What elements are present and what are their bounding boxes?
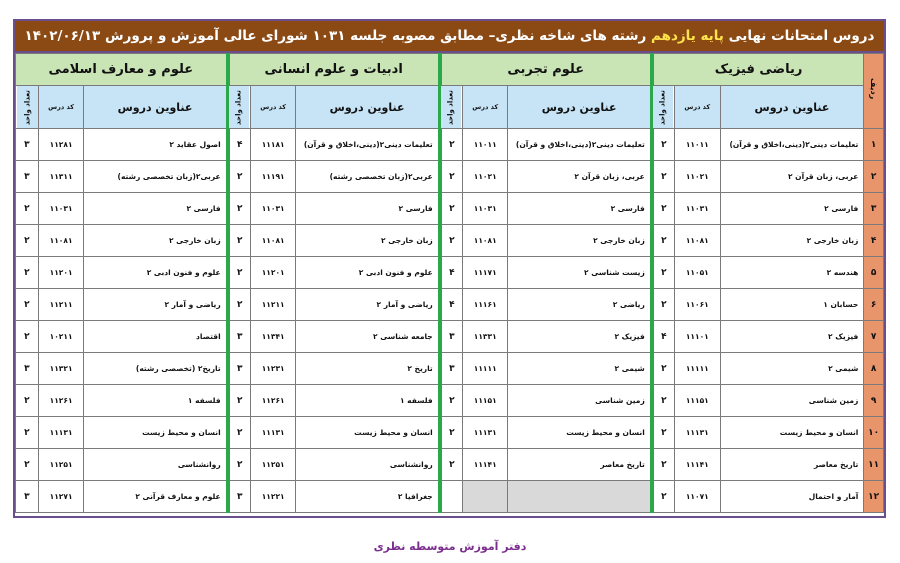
course-name: فلسفه ۱ bbox=[296, 385, 440, 417]
course-name: فارسی ۲ bbox=[508, 193, 652, 225]
table-row bbox=[16, 449, 884, 481]
course-code: ۱۱۱۶۱ bbox=[462, 289, 508, 321]
course-code: ۱۱۱۳۱ bbox=[462, 417, 508, 449]
course-units: ۲ bbox=[16, 257, 39, 289]
course-code: ۱۱۱۳۱ bbox=[250, 417, 296, 449]
course-units: ۲ bbox=[652, 353, 675, 385]
group-header-2: ادبیات و علوم انسانی bbox=[228, 54, 440, 86]
course-code: ۱۱۲۲۱ bbox=[250, 481, 296, 513]
course-code: ۱۱۰۱۱ bbox=[675, 129, 721, 161]
course-units: ۲ bbox=[440, 129, 463, 161]
course-units: ۲ bbox=[652, 161, 675, 193]
group-header-3: علوم و معارف اسلامی bbox=[16, 54, 228, 86]
course-units: ۴ bbox=[440, 257, 463, 289]
course-code: ۱۱۲۳۱ bbox=[250, 353, 296, 385]
course-units: ۲ bbox=[440, 385, 463, 417]
table-row bbox=[16, 353, 884, 385]
course-units: ۳ bbox=[228, 353, 251, 385]
course-name: انسان و محیط زیست bbox=[84, 417, 228, 449]
subheader-units: تعداد واحد bbox=[228, 86, 251, 129]
table-row bbox=[16, 129, 884, 161]
course-units: ۲ bbox=[16, 385, 39, 417]
course-units: ۲ bbox=[16, 417, 39, 449]
courses-table bbox=[15, 53, 884, 513]
course-name: علوم و معارف قرآنی ۲ bbox=[84, 481, 228, 513]
course-units: ۲ bbox=[228, 161, 251, 193]
course-units: ۲ bbox=[228, 449, 251, 481]
course-code: ۱۱۲۶۱ bbox=[250, 385, 296, 417]
course-units: ۴ bbox=[440, 289, 463, 321]
course-units: ۴ bbox=[652, 321, 675, 353]
course-units: ۲ bbox=[16, 449, 39, 481]
course-units: ۲ bbox=[228, 225, 251, 257]
course-code: ۱۱۲۷۱ bbox=[38, 481, 84, 513]
course-name: زمین شناسی bbox=[508, 385, 652, 417]
course-units: ۲ bbox=[16, 193, 39, 225]
course-name: زبان خارجی ۲ bbox=[296, 225, 440, 257]
subheader-course-name: عناوین دروس bbox=[84, 86, 228, 129]
course-name: آمار و احتمال bbox=[720, 481, 864, 513]
course-code: ۱۱۱۳۱ bbox=[38, 417, 84, 449]
course-units: ۲ bbox=[16, 225, 39, 257]
course-units: ۳ bbox=[440, 321, 463, 353]
course-name: ریاضی و آمار ۲ bbox=[84, 289, 228, 321]
course-code: ۱۱۱۵۱ bbox=[462, 385, 508, 417]
subheader-course-code: کد درس bbox=[38, 86, 84, 129]
course-name: فیزیک ۲ bbox=[508, 321, 652, 353]
course-name: تاریخ۲ (تخصصی رشته) bbox=[84, 353, 228, 385]
course-name: شیمی ۲ bbox=[508, 353, 652, 385]
course-code: ۱۱۰۲۱ bbox=[462, 161, 508, 193]
course-units: ۲ bbox=[440, 193, 463, 225]
subheader-course-code: کد درس bbox=[250, 86, 296, 129]
course-code: ۱۱۳۴۱ bbox=[250, 321, 296, 353]
group-header-0: ریاضی فیزیک bbox=[652, 54, 864, 86]
row-number: ۸ bbox=[864, 353, 884, 385]
exam-table-sheet bbox=[13, 19, 886, 518]
row-number: ۴ bbox=[864, 225, 884, 257]
course-units: ۴ bbox=[228, 129, 251, 161]
course-units: ۳ bbox=[228, 481, 251, 513]
table-row bbox=[16, 321, 884, 353]
course-units: ۲ bbox=[440, 417, 463, 449]
row-number: ۱ bbox=[864, 129, 884, 161]
course-name: انسان و محیط زیست bbox=[720, 417, 864, 449]
course-units: ۲ bbox=[652, 481, 675, 513]
row-number: ۱۲ bbox=[864, 481, 884, 513]
course-name: فارسی ۲ bbox=[84, 193, 228, 225]
row-number: ۵ bbox=[864, 257, 884, 289]
course-units: ۲ bbox=[652, 257, 675, 289]
table-row bbox=[16, 289, 884, 321]
course-code: ۱۱۲۸۱ bbox=[38, 129, 84, 161]
course-name: شیمی ۲ bbox=[720, 353, 864, 385]
course-name: علوم و فنون ادبی ۲ bbox=[296, 257, 440, 289]
course-code: ۱۱۱۰۱ bbox=[675, 321, 721, 353]
course-code: ۱۱۰۲۱ bbox=[675, 161, 721, 193]
group-header-1: علوم تجربی bbox=[440, 54, 652, 86]
course-name: فلسفه ۱ bbox=[84, 385, 228, 417]
row-number: ۹ bbox=[864, 385, 884, 417]
subheader-course-name: عناوین دروس bbox=[720, 86, 864, 129]
column-header-row bbox=[16, 86, 884, 129]
subheader-units: تعداد واحد bbox=[652, 86, 675, 129]
title-part-1: دروس امتحانات نهایی bbox=[728, 28, 875, 44]
course-units: ۲ bbox=[652, 289, 675, 321]
table-row bbox=[16, 225, 884, 257]
course-name: اصول عقاید ۲ bbox=[84, 129, 228, 161]
course-code: ۱۱۰۷۱ bbox=[675, 481, 721, 513]
courses-body bbox=[16, 129, 884, 513]
course-units: ۲ bbox=[652, 385, 675, 417]
course-units: ۲ bbox=[228, 193, 251, 225]
course-code: ۱۱۲۱۱ bbox=[250, 289, 296, 321]
course-units: ۲ bbox=[652, 193, 675, 225]
table-row bbox=[16, 385, 884, 417]
row-number: ۳ bbox=[864, 193, 884, 225]
course-code: ۱۱۲۶۱ bbox=[38, 385, 84, 417]
course-code: ۱۱۳۲۱ bbox=[38, 353, 84, 385]
course-units: ۳ bbox=[16, 161, 39, 193]
course-name: اقتصاد bbox=[84, 321, 228, 353]
course-code: ۱۱۰۳۱ bbox=[38, 193, 84, 225]
course-code: ۱۱۱۱۱ bbox=[675, 353, 721, 385]
table-row bbox=[16, 161, 884, 193]
course-units: ۳ bbox=[440, 353, 463, 385]
course-units bbox=[440, 481, 463, 513]
course-code: ۱۱۰۳۱ bbox=[250, 193, 296, 225]
course-code: ۱۱۳۱۱ bbox=[38, 161, 84, 193]
course-code: ۱۱۳۳۱ bbox=[462, 321, 508, 353]
course-code: ۱۱۲۰۱ bbox=[250, 257, 296, 289]
course-units: ۲ bbox=[440, 225, 463, 257]
course-name: تعلیمات دینی۲(دینی،اخلاق و قرآن) bbox=[296, 129, 440, 161]
course-units: ۲ bbox=[16, 289, 39, 321]
course-name: ریاضی ۲ bbox=[508, 289, 652, 321]
course-code: ۱۱۲۱۱ bbox=[38, 289, 84, 321]
course-code: ۱۱۲۵۱ bbox=[250, 449, 296, 481]
title-highlight: پایه یازدهم bbox=[651, 28, 724, 44]
course-name: انسان و محیط زیست bbox=[296, 417, 440, 449]
course-code bbox=[462, 481, 508, 513]
course-units: ۲ bbox=[16, 321, 39, 353]
course-name: فیزیک ۲ bbox=[720, 321, 864, 353]
course-code: ۱۱۱۵۱ bbox=[675, 385, 721, 417]
course-code: ۱۱۰۳۱ bbox=[675, 193, 721, 225]
subheader-units: تعداد واحد bbox=[440, 86, 463, 129]
course-name: جامعه شناسی ۲ bbox=[296, 321, 440, 353]
course-code: ۱۱۰۳۱ bbox=[462, 193, 508, 225]
course-units: ۲ bbox=[652, 129, 675, 161]
course-name: عربی۲(زبان تخصصی رشته) bbox=[84, 161, 228, 193]
course-name: تاریخ ۲ bbox=[296, 353, 440, 385]
group-header-row bbox=[16, 54, 884, 86]
course-units: ۲ bbox=[228, 289, 251, 321]
course-name: تاریخ معاصر bbox=[720, 449, 864, 481]
course-name: تعلیمات دینی۲(دینی،اخلاق و قرآن) bbox=[720, 129, 864, 161]
page-title bbox=[15, 21, 884, 53]
course-code: ۱۱۰۸۱ bbox=[462, 225, 508, 257]
row-number: ۷ bbox=[864, 321, 884, 353]
course-units: ۳ bbox=[16, 353, 39, 385]
course-code: ۱۱۰۸۱ bbox=[250, 225, 296, 257]
course-name: روانشناسی bbox=[84, 449, 228, 481]
course-name: عربی، زبان قرآن ۲ bbox=[720, 161, 864, 193]
course-name: فارسی ۲ bbox=[720, 193, 864, 225]
course-name: زبان خارجی ۲ bbox=[720, 225, 864, 257]
subheader-course-name: عناوین دروس bbox=[296, 86, 440, 129]
footer-office-name: دفتر آموزش متوسطه نظری bbox=[373, 540, 527, 553]
course-name bbox=[508, 481, 652, 513]
course-units: ۲ bbox=[228, 385, 251, 417]
title-part-2: رشته های شاخه نظری– مطابق مصوبه جلسه ۱۰۳۱ شورای عالی آموزش و پرورش ۱۴۰۲/۰۶/۱۳ bbox=[24, 28, 647, 44]
course-name: تعلیمات دینی۲(دینی،اخلاق و قرآن) bbox=[508, 129, 652, 161]
course-code: ۱۱۰۶۱ bbox=[675, 289, 721, 321]
subheader-course-name: عناوین دروس bbox=[508, 86, 652, 129]
course-code: ۱۱۰۱۱ bbox=[462, 129, 508, 161]
course-name: علوم و فنون ادبی ۲ bbox=[84, 257, 228, 289]
course-name: عربی۲(زبان تخصصی رشته) bbox=[296, 161, 440, 193]
course-units: ۳ bbox=[228, 321, 251, 353]
course-name: هندسه ۲ bbox=[720, 257, 864, 289]
course-code: ۱۱۱۹۱ bbox=[250, 161, 296, 193]
course-name: زیست شناسی ۲ bbox=[508, 257, 652, 289]
subheader-course-code: کد درس bbox=[675, 86, 721, 129]
course-name: ریاضی و آمار ۲ bbox=[296, 289, 440, 321]
course-units: ۲ bbox=[652, 449, 675, 481]
row-number: ۱۱ bbox=[864, 449, 884, 481]
course-code: ۱۱۰۸۱ bbox=[675, 225, 721, 257]
row-number: ۱۰ bbox=[864, 417, 884, 449]
course-name: زبان خارجی ۲ bbox=[508, 225, 652, 257]
row-number-header bbox=[864, 54, 884, 129]
table-row bbox=[16, 257, 884, 289]
course-units: ۲ bbox=[652, 417, 675, 449]
course-code: ۱۱۱۸۱ bbox=[250, 129, 296, 161]
course-name: زبان خارجی ۲ bbox=[84, 225, 228, 257]
course-units: ۲ bbox=[440, 161, 463, 193]
table-row bbox=[16, 481, 884, 513]
row-number-header-label: ردیف bbox=[869, 78, 879, 100]
subheader-units: تعداد واحد bbox=[16, 86, 39, 129]
course-units: ۲ bbox=[228, 257, 251, 289]
subheader-course-code: کد درس bbox=[462, 86, 508, 129]
course-units: ۳ bbox=[16, 129, 39, 161]
course-units: ۲ bbox=[652, 225, 675, 257]
course-code: ۱۱۱۳۱ bbox=[675, 417, 721, 449]
course-code: ۱۱۱۴۱ bbox=[675, 449, 721, 481]
course-name: حسابان ۱ bbox=[720, 289, 864, 321]
course-units: ۲ bbox=[228, 417, 251, 449]
course-code: ۱۱۱۱۱ bbox=[462, 353, 508, 385]
course-code: ۱۱۱۷۱ bbox=[462, 257, 508, 289]
course-name: روانشناسی bbox=[296, 449, 440, 481]
course-units: ۳ bbox=[16, 481, 39, 513]
course-name: فارسی ۲ bbox=[296, 193, 440, 225]
course-code: ۱۱۰۸۱ bbox=[38, 225, 84, 257]
course-code: ۱۱۲۰۱ bbox=[38, 257, 84, 289]
course-code: ۱۱۱۴۱ bbox=[462, 449, 508, 481]
table-row bbox=[16, 417, 884, 449]
course-name: انسان و محیط زیست bbox=[508, 417, 652, 449]
row-number: ۲ bbox=[864, 161, 884, 193]
course-units: ۲ bbox=[440, 449, 463, 481]
course-name: جغرافیا ۲ bbox=[296, 481, 440, 513]
course-name: زمین شناسی bbox=[720, 385, 864, 417]
course-code: ۱۱۲۵۱ bbox=[38, 449, 84, 481]
row-number: ۶ bbox=[864, 289, 884, 321]
course-name: عربی، زبان قرآن ۲ bbox=[508, 161, 652, 193]
course-code: ۱۱۰۵۱ bbox=[675, 257, 721, 289]
course-code: ۱۰۲۱۱ bbox=[38, 321, 84, 353]
course-name: تاریخ معاصر bbox=[508, 449, 652, 481]
table-row bbox=[16, 193, 884, 225]
